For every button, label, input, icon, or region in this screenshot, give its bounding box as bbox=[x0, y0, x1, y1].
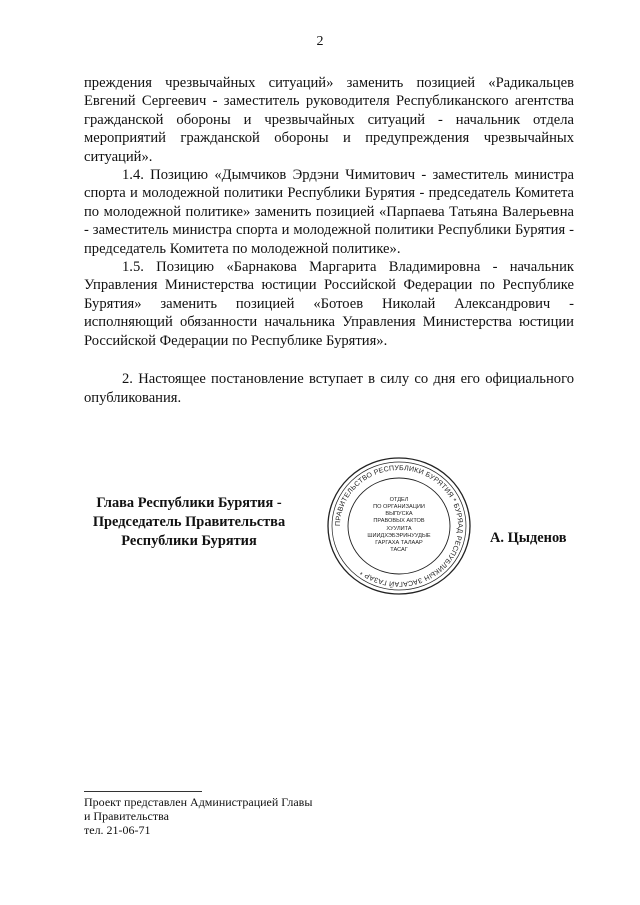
signatory-title-line: Председатель Правительства bbox=[92, 514, 286, 530]
seal-center-line: ОТДЕЛ bbox=[389, 497, 409, 503]
paragraph-continuation: преждения чрезвычайных ситуаций» заменить позицией «Радикальцев Евгений Сергеевич - заместитель руководителя Республиканского агентства гражданской обороны и чрезвычайных ситуаций - начальник отдела мероприятий гражданской обороны и предупреждения чрезвычайных ситуаций». bbox=[84, 75, 574, 165]
signatory-title-line: Глава Республики Бурятия - bbox=[96, 495, 282, 511]
paragraph-2: 2. Настоящее постановление вступает в силу со дня его официального опубликования. bbox=[84, 371, 574, 406]
signatory-title bbox=[74, 494, 304, 551]
footer-line: тел. 21-06-71 bbox=[84, 823, 151, 837]
page-number: 2 bbox=[316, 34, 324, 49]
seal-center-line: ВЫПУСКА bbox=[385, 511, 413, 517]
paragraph-1-5: 1.5. Позицию «Барнакова Маргарита Владимировна - начальник Управления Министерства юстиции Российской Федерации по Республике Бурятия» заменить позицией «Ботоев Николай Александрович - исполняющий обязанности начальника Управления Министерства юстиции Российской Федерации по Республике Бурятия». bbox=[84, 259, 574, 349]
paragraph-1-4: 1.4. Позицию «Дымчиков Эрдэни Чимитович - заместитель министра спорта и молодежной политики Республики Бурятия - председатель Комитета по молодежной политике» заменить позицией «Парпаева Татьяна Валерьевна - заместитель министра спорта и молодежной политики Республики Бурятия - председатель Комитета по молодежной политике». bbox=[84, 167, 574, 257]
official-seal bbox=[326, 456, 472, 596]
document-body bbox=[84, 74, 574, 407]
signatory-title-line: Республики Бурятия bbox=[121, 533, 257, 549]
seal-center-line: ПО ОРГАНИЗАЦИИ bbox=[373, 504, 425, 510]
seal-center-line: ГАРГАХА ТАЛААР bbox=[375, 540, 423, 546]
footer-line: и Правительства bbox=[84, 809, 169, 823]
seal-ring-text: ПРАВИТЕЛЬСТВО РЕСПУБЛИКИ БУРЯТИЯ * БУРЯАД РЕСПУБЛИКЫН ЗАСАГАЙ ГАЗАР * bbox=[334, 464, 464, 588]
footer-divider bbox=[84, 791, 202, 792]
seal-center-line: ХУУЛИТА bbox=[386, 526, 412, 532]
signatory-name: А. Цыденов bbox=[490, 530, 567, 546]
seal-center-line: ПРАВОВЫХ АКТОВ bbox=[373, 518, 425, 524]
footer-note bbox=[84, 795, 312, 837]
seal-center-line: ШИИДХЭБЭРИНУУДЫЕ bbox=[367, 533, 431, 539]
footer-line: Проект представлен Администрацией Главы bbox=[84, 795, 313, 809]
seal-center-line: ТАСАГ bbox=[390, 547, 408, 553]
